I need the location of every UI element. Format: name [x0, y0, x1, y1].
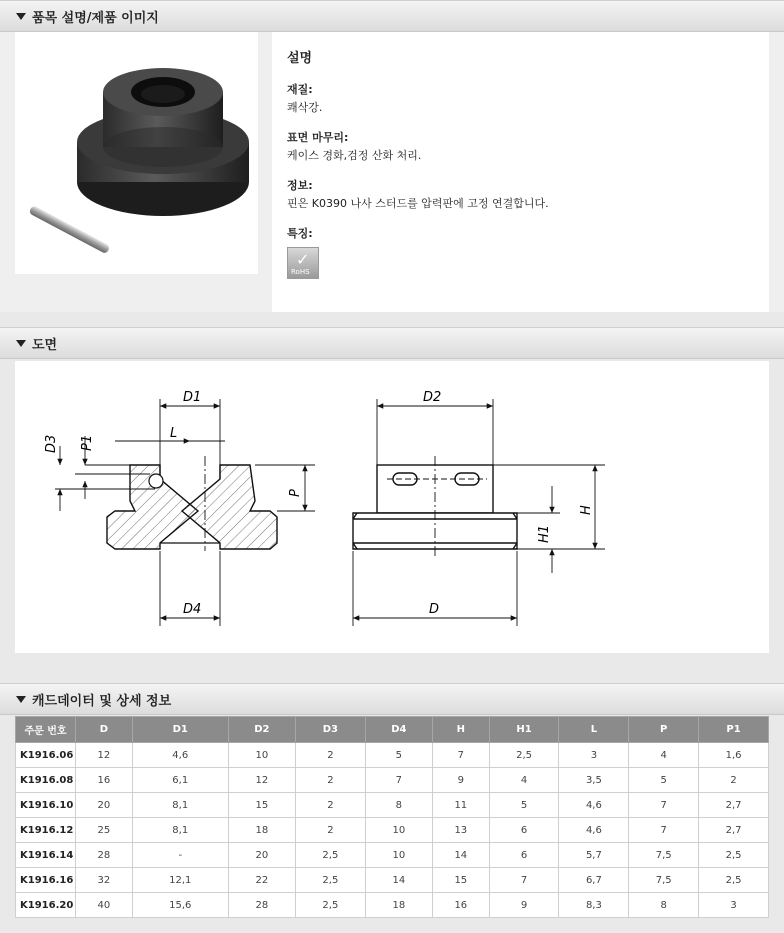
table-cell: 8	[365, 793, 432, 818]
table-header: H	[432, 717, 489, 743]
table-cell: 4,6	[559, 793, 629, 818]
table-cell: 6	[489, 843, 559, 868]
table-cell: 6,7	[559, 868, 629, 893]
table-cell: 2,5	[295, 868, 365, 893]
table-cell: 4	[489, 768, 559, 793]
table-cell: 2,5	[699, 843, 769, 868]
table-row	[16, 793, 769, 818]
cad-section-title: 캐드데이터 및 상세 정보	[32, 693, 172, 709]
table-cell: 25	[76, 818, 133, 843]
dim-label-d: D	[429, 602, 440, 617]
table-cell: 28	[228, 893, 295, 918]
collapse-triangle-icon	[16, 13, 26, 20]
table-header: H1	[489, 717, 559, 743]
order-number-cell[interactable]: K1916.08	[16, 768, 76, 793]
table-cell: 5	[629, 768, 699, 793]
table-cell: 5	[489, 793, 559, 818]
table-cell: 7,5	[629, 868, 699, 893]
table-cell: 9	[432, 768, 489, 793]
table-cell: 3	[699, 893, 769, 918]
material-label: 재질:	[287, 83, 313, 96]
table-row	[16, 868, 769, 893]
table-row	[16, 843, 769, 868]
table-cell: 2,5	[295, 843, 365, 868]
table-cell: 20	[228, 843, 295, 868]
dim-label-d4: D4	[183, 602, 202, 617]
order-number-cell[interactable]: K1916.10	[16, 793, 76, 818]
table-cell: 14	[432, 843, 489, 868]
drawing-section-header[interactable]	[0, 327, 784, 359]
table-cell: 5	[365, 743, 432, 768]
product-section-header[interactable]	[0, 0, 784, 32]
table-cell: 2	[295, 743, 365, 768]
drawing-svg	[15, 361, 769, 653]
table-cell: 2	[295, 793, 365, 818]
dim-label-p: P	[288, 489, 303, 497]
order-number-cell[interactable]: K1916.20	[16, 893, 76, 918]
table-cell: 12	[228, 768, 295, 793]
dim-label-d1: D1	[183, 390, 202, 405]
drawing-section-title: 도면	[32, 337, 58, 353]
table-cell: 1,6	[699, 743, 769, 768]
table-cell: -	[132, 843, 228, 868]
table-row	[16, 743, 769, 768]
collapse-triangle-icon	[16, 696, 26, 703]
table-cell: 32	[76, 868, 133, 893]
product-section-body	[0, 32, 784, 312]
table-cell: 2,5	[489, 743, 559, 768]
table-row	[16, 893, 769, 918]
table-cell: 3,5	[559, 768, 629, 793]
table-cell: 7	[432, 743, 489, 768]
dim-label-l: L	[170, 426, 178, 441]
table-cell: 22	[228, 868, 295, 893]
finish-label: 표면 마무리:	[287, 131, 349, 144]
cad-section-header[interactable]	[0, 683, 784, 715]
table-cell: 11	[432, 793, 489, 818]
table-cell: 7	[629, 793, 699, 818]
table-cell: 20	[76, 793, 133, 818]
table-header-row	[16, 717, 769, 743]
table-cell: 15	[432, 868, 489, 893]
table-cell: 7	[629, 818, 699, 843]
table-cell: 18	[365, 893, 432, 918]
collapse-triangle-icon	[16, 340, 26, 347]
table-cell: 8	[629, 893, 699, 918]
table-cell: 12	[76, 743, 133, 768]
table-header: D1	[132, 717, 228, 743]
table-cell: 3	[559, 743, 629, 768]
rohs-text: RoHS	[291, 268, 310, 276]
technical-drawing	[15, 361, 769, 653]
dimensions-table	[15, 716, 769, 918]
product-image	[15, 32, 258, 274]
product-section-title: 품목 설명/제품 이미지	[32, 10, 159, 26]
product-photo-illustration	[15, 32, 258, 274]
table-header: D3	[295, 717, 365, 743]
dim-label-h: H	[579, 505, 594, 515]
dim-label-d2: D2	[423, 390, 442, 405]
table-cell: 15	[228, 793, 295, 818]
table-cell: 4,6	[132, 743, 228, 768]
table-cell: 4	[629, 743, 699, 768]
table-cell: 2,5	[295, 893, 365, 918]
table-cell: 10	[228, 743, 295, 768]
order-number-cell[interactable]: K1916.14	[16, 843, 76, 868]
order-number-cell[interactable]: K1916.06	[16, 743, 76, 768]
table-header: D	[76, 717, 133, 743]
table-cell: 6	[489, 818, 559, 843]
table-header: L	[559, 717, 629, 743]
description-panel	[272, 32, 769, 312]
table-cell: 10	[365, 818, 432, 843]
order-number-cell[interactable]: K1916.16	[16, 868, 76, 893]
description-title: 설명	[287, 51, 313, 66]
table-cell: 2,7	[699, 793, 769, 818]
table-cell: 16	[76, 768, 133, 793]
table-cell: 6,1	[132, 768, 228, 793]
table-cell: 16	[432, 893, 489, 918]
dim-label-p1: P1	[80, 434, 95, 451]
finish-value: 케이스 경화,검정 산화 처리.	[287, 149, 422, 162]
table-cell: 8,3	[559, 893, 629, 918]
dim-label-h1: H1	[537, 524, 552, 543]
info-value: 핀은 K0390 나사 스터드를 압력판에 고정 연결합니다.	[287, 197, 549, 210]
table-cell: 40	[76, 893, 133, 918]
table-header: P1	[699, 717, 769, 743]
table-cell: 28	[76, 843, 133, 868]
table-cell: 7	[489, 868, 559, 893]
table-cell: 2	[699, 768, 769, 793]
table-cell: 8,1	[132, 818, 228, 843]
table-cell: 7	[365, 768, 432, 793]
table-cell: 8,1	[132, 793, 228, 818]
table-cell: 18	[228, 818, 295, 843]
table-header: D4	[365, 717, 432, 743]
info-label: 정보:	[287, 179, 313, 192]
table-header: 주문 번호	[16, 717, 76, 743]
table-cell: 14	[365, 868, 432, 893]
table-cell: 13	[432, 818, 489, 843]
table-cell: 10	[365, 843, 432, 868]
table-header: D2	[228, 717, 295, 743]
table-cell: 2	[295, 768, 365, 793]
table-cell: 7,5	[629, 843, 699, 868]
table-cell: 2,5	[699, 868, 769, 893]
feature-label: 특징:	[287, 227, 313, 240]
table-row	[16, 768, 769, 793]
table-cell: 5,7	[559, 843, 629, 868]
table-cell: 4,6	[559, 818, 629, 843]
table-cell: 12,1	[132, 868, 228, 893]
material-value: 쾌삭강.	[287, 101, 323, 114]
dim-label-d3: D3	[44, 434, 59, 453]
table-cell: 2,7	[699, 818, 769, 843]
table-cell: 9	[489, 893, 559, 918]
table-row	[16, 818, 769, 843]
table-cell: 15,6	[132, 893, 228, 918]
rohs-badge-icon: ✓ RoHS	[287, 247, 319, 279]
table-header: P	[629, 717, 699, 743]
table-cell: 2	[295, 818, 365, 843]
order-number-cell[interactable]: K1916.12	[16, 818, 76, 843]
